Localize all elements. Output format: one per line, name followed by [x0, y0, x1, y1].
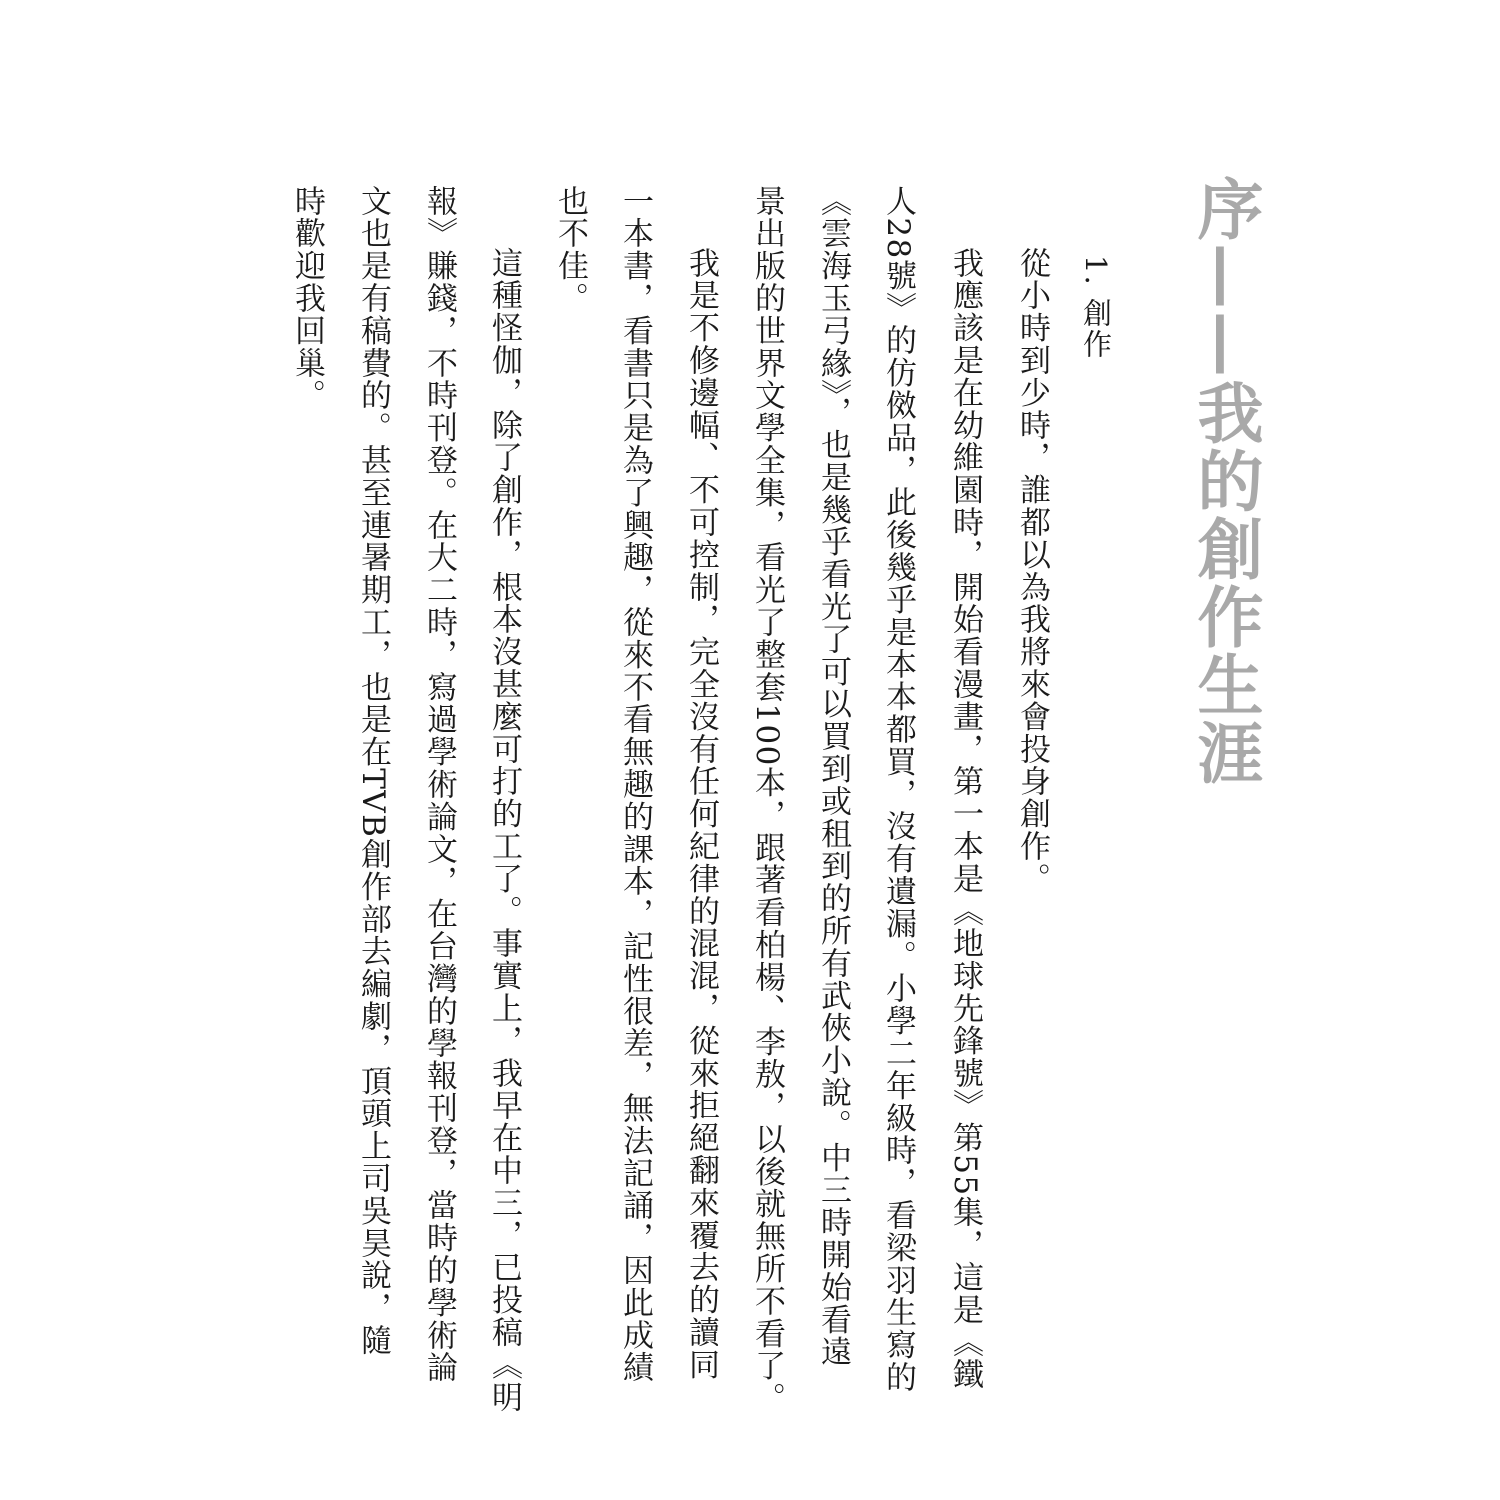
paragraph-line: 也不佳。 — [552, 185, 588, 315]
page-title: 序——我的創作生涯 — [1186, 175, 1264, 787]
paragraph-line: 這種怪伽，除了創作，根本沒甚麼可打的工了。事實上，我早在中三，已投稿《明 — [486, 247, 522, 1414]
paragraph-line: 人28號》的仿傚品，此後幾乎是本本都買，沒有遺漏。小學二年級時，看梁羽生寫的 — [880, 185, 916, 1394]
paragraph-line: 文也是有稿費的。甚至連暑期工，也是在TVB創作部去編劇，頂頭上司吳昊說，隨 — [355, 185, 391, 1357]
section-heading: 1. 創作 — [1079, 255, 1113, 360]
paragraph-line: 時歡迎我回巢。 — [289, 185, 325, 412]
paragraph-line: 我是不修邊幅、不可控制，完全沒有任何紀律的混混，從來拒絕翻來覆去的讀同 — [683, 247, 719, 1381]
paragraph-line: 從小時到少時，誰都以為我將來會投身創作。 — [1014, 247, 1050, 895]
paragraph-line: 景出版的世界文學全集，看光了整套100本，跟著看柏楊、李敖，以後就無所不看了。 — [749, 185, 785, 1415]
paragraph-line: 我應該是在幼維園時，開始看漫畫，第一本是《地球先鋒號》第55集，這是《鐵 — [947, 247, 983, 1391]
paragraph-line: 《雲海玉弓緣》，也是幾乎看光了可以買到或租到的所有武俠小說。中三時開始看遠 — [815, 185, 851, 1369]
paragraph-line: 一本書，看書只是為了興趣，從來不看無趣的課本，記性很差，無法記誦，因此成績 — [617, 185, 653, 1384]
paragraph-line: 報》賺錢，不時刊登。在大二時，寫過學術論文，在台灣的學報刊登，當時的學術論 — [421, 185, 457, 1384]
